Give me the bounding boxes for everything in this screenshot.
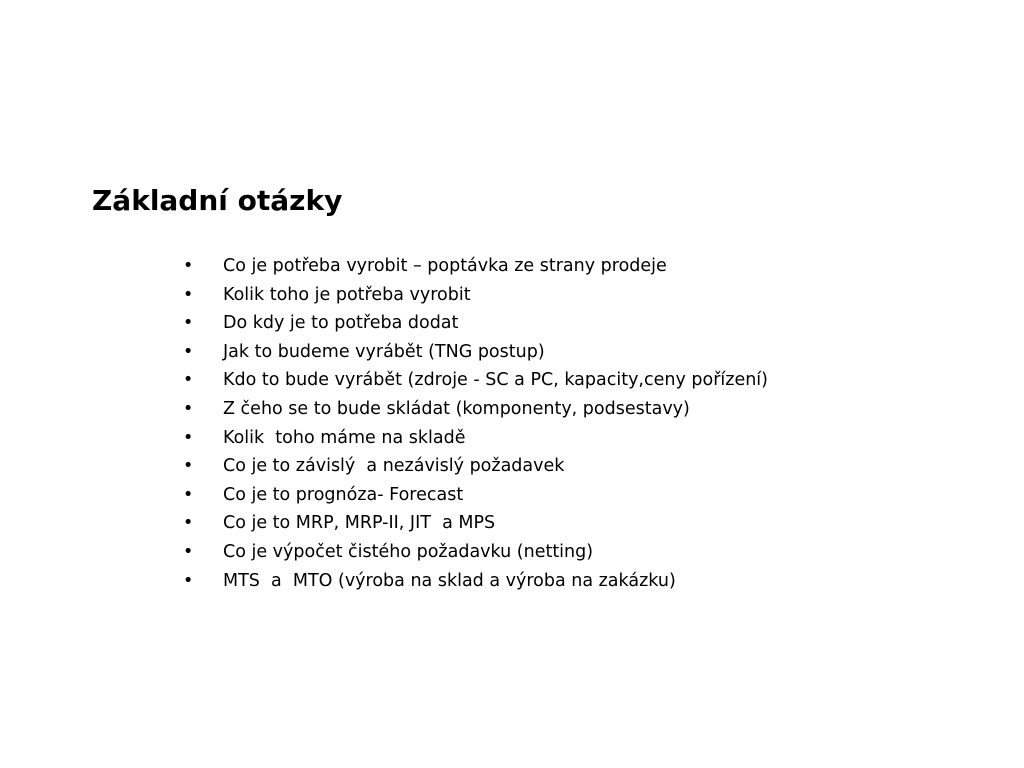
bullet-icon: • [183, 513, 194, 534]
bullet-icon: • [183, 341, 194, 362]
list-item-text: Kdo to bude vyrábět (zdroje - SC a PC, kapacity,ceny pořízení) [223, 370, 768, 391]
slide-title: Základní otázky [92, 184, 343, 217]
list-item [183, 281, 768, 310]
list-item [183, 452, 768, 481]
bullet-icon: • [183, 427, 194, 448]
list-item-text: Jak to budeme vyrábět (TNG postup) [223, 341, 545, 362]
list-item [183, 338, 768, 367]
bullet-list [183, 252, 768, 595]
list-item [183, 309, 768, 338]
bullet-icon: • [183, 541, 194, 562]
bullet-icon: • [183, 398, 194, 419]
bullet-icon: • [183, 456, 194, 477]
list-item-text: MTS a MTO (výroba na sklad a výroba na zakázku) [223, 570, 676, 591]
list-item-text: Z čeho se to bude skládat (komponenty, podsestavy) [223, 398, 690, 419]
list-item [183, 252, 768, 281]
list-item-text: Kolik toho máme na skladě [223, 427, 466, 448]
bullet-icon: • [183, 313, 194, 334]
list-item-text: Co je to závislý a nezávislý požadavek [223, 456, 565, 477]
list-item [183, 538, 768, 567]
bullet-icon: • [183, 484, 194, 505]
list-item-text: Do kdy je to potřeba dodat [223, 313, 459, 334]
list-item-text: Kolik toho je potřeba vyrobit [223, 284, 471, 305]
bullet-icon: • [183, 370, 194, 391]
list-item-text: Co je to MRP, MRP-II, JIT a MPS [223, 513, 496, 534]
list-item [183, 509, 768, 538]
list-item [183, 424, 768, 453]
list-item-text: Co je výpočet čistého požadavku (netting) [223, 541, 594, 562]
bullet-icon: • [183, 256, 194, 276]
list-item-text: Co je to prognóza- Forecast [223, 484, 464, 505]
bullet-icon: • [183, 284, 194, 305]
list-item-text: Co je potřeba vyrobit – poptávka ze strany prodeje [223, 256, 667, 276]
list-item [183, 567, 768, 596]
list-item [183, 395, 768, 424]
list-item [183, 481, 768, 510]
bullet-icon: • [183, 570, 194, 591]
list-item [183, 366, 768, 395]
